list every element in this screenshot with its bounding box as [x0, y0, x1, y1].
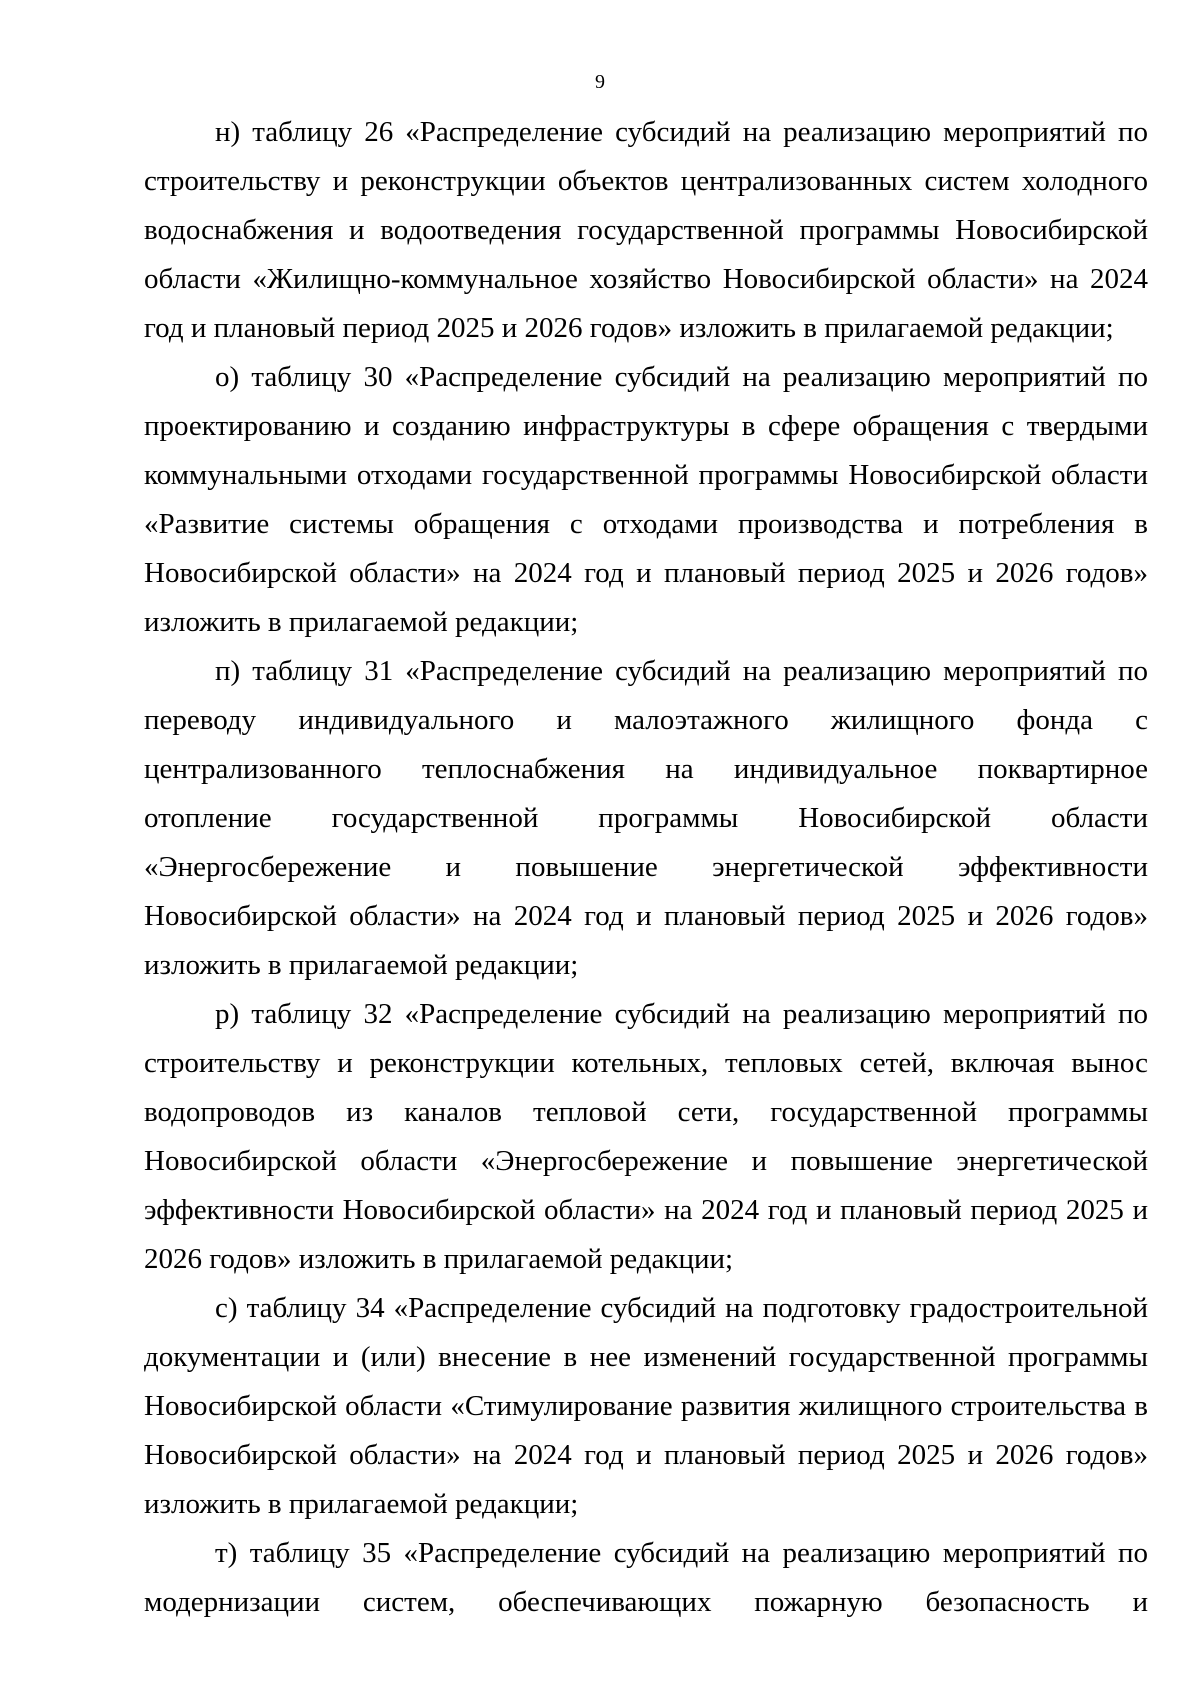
paragraph-s-table-34: с) таблицу 34 «Распределение субсидий на подготовку градостроительной документации и (или) внесение в нее изменений государственной программы Новосибирской области «Стимулирование развития жилищного строительства в Новосибирской области» на 2024 год и плановый период 2025 и 2026 годов» изложить в прилагаемой редакции;	[144, 1292, 1148, 1520]
paragraph-n-table-26: н) таблицу 26 «Распределение субсидий на реализацию мероприятий по строительству и реконструкции объектов централизованных систем холодного водоснабжения и водоотведения государственной программы Новосибирской области «Жилищно-коммунальное хозяйство Новосибирской области» на 2024 год и плановый период 2025 и 2026 годов» изложить в прилагаемой редакции;	[144, 116, 1148, 344]
document-body	[144, 108, 1148, 1627]
paragraph-o-table-30: о) таблицу 30 «Распределение субсидий на реализацию мероприятий по проектированию и созданию инфраструктуры в сфере обращения с твердыми коммунальными отходами государственной программы Новосибирской области «Развитие системы обращения с отходами производства и потребления в Новосибирской области» на 2024 год и плановый период 2025 и 2026 годов» изложить в прилагаемой редакции;	[144, 361, 1148, 638]
page-number: 9	[595, 71, 605, 93]
paragraph-r-table-32: р) таблицу 32 «Распределение субсидий на реализацию мероприятий по строительству и реконструкции котельных, тепловых сетей, включая вынос водопроводов из каналов тепловой сети, государственной программы Новосибирской области «Энергосбережение и повышение энергетической эффективности Новосибирской области» на 2024 год и плановый период 2025 и 2026 годов» изложить в прилагаемой редакции;	[144, 998, 1148, 1275]
paragraph-t-table-35: т) таблицу 35 «Распределение субсидий на реализацию мероприятий по модернизации систем, обеспечивающих пожарную безопасность и	[144, 1537, 1148, 1618]
paragraph-p-table-31: п) таблицу 31 «Распределение субсидий на реализацию мероприятий по переводу индивидуального и малоэтажного жилищного фонда с централизованного теплоснабжения на индивидуальное поквартирное отопление государственной программы Новосибирской области «Энергосбережение и повышение энергетической эффективности Новосибирской области» на 2024 год и плановый период 2025 и 2026 годов» изложить в прилагаемой редакции;	[144, 655, 1148, 981]
